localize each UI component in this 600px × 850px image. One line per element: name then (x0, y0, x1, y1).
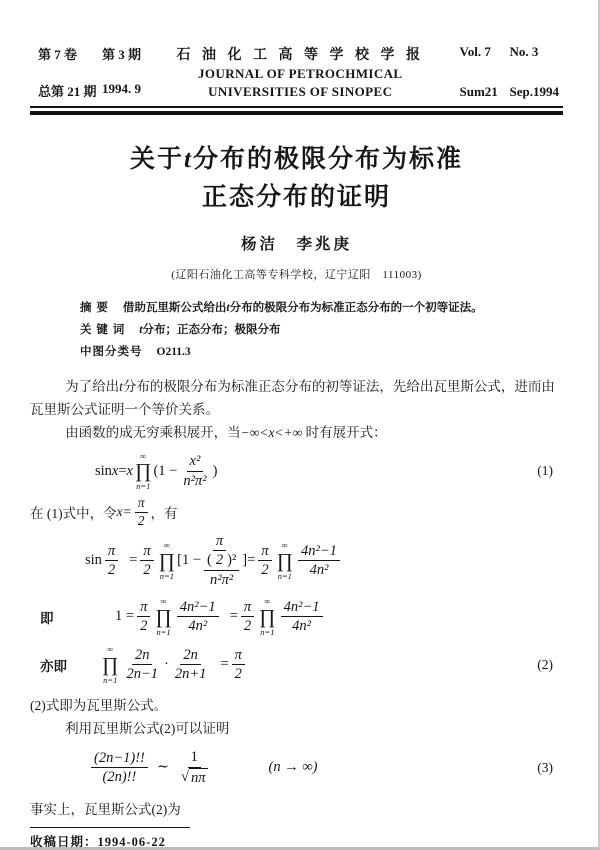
one-equals: 1 = (115, 608, 135, 624)
open-paren: (1 − (153, 462, 178, 479)
clc-row (80, 341, 533, 363)
equals-sign: = (129, 552, 138, 568)
product-operator: ∞ ∏ n=1 (158, 540, 176, 581)
paragraph-1 (30, 375, 563, 421)
abstract-text: 分布的极限分布为标准正态分布的一个初等证法。 (229, 302, 483, 314)
affiliation: (辽阳石油化工高等专科学校，辽宁辽阳 111003) (171, 269, 422, 281)
journal-name-en-line2: UNIVERSITIES OF SINOPEC (208, 84, 393, 99)
lead-word-ji: 即 (40, 610, 54, 626)
abstract-row (80, 297, 533, 319)
variable-x: x (111, 462, 119, 479)
fraction: $\frac{2n}{2n+1}$ (174, 646, 207, 682)
paragraph-3: (2)式即为瓦里斯公式。 (30, 698, 168, 713)
equation-number-3: (3) (537, 759, 553, 775)
square-root: √ nπ (181, 768, 206, 786)
journal-name-cn: 石 油 化 工 高 等 学 校 学 报 (176, 48, 425, 63)
nested-fraction: ( $\frac{\pi}{2}$ )² n²π² (204, 532, 239, 588)
body-text (30, 375, 563, 444)
fraction: $\frac{\text{4n²−1}}{\text{4n²}}$ (298, 542, 340, 579)
equation-2 (30, 642, 563, 687)
product-operator: ∞ ∏ n=1 (259, 596, 276, 637)
footnote-rule (30, 827, 190, 828)
fraction-double-factorial: $\frac{(2n-1)!!}{(2n)!!}$ (91, 749, 148, 786)
clc-value: O211.3 (156, 346, 191, 358)
tilde-asymptotic: ∼ (156, 759, 170, 775)
clc-label: 中图分类号 (80, 346, 143, 358)
equation-number-2: (2) (537, 656, 553, 672)
equation-sin-half-pi (30, 532, 563, 589)
paragraph-text: 由函数的成无穷乘积展开，当 (65, 425, 241, 440)
issue-en: No. 3 (509, 44, 539, 59)
limit-condition: (n → ∞) (268, 759, 318, 775)
fraction: $\frac{\text{4n²−1}}{\text{4n²}}$ (177, 598, 219, 635)
abstract-text: 借助瓦里斯公式给出 (122, 302, 227, 314)
fraction: $\frac{\text{4n²−1}}{\text{4n²}}$ (281, 598, 323, 635)
close-paren: ) (212, 462, 218, 479)
fraction: $\frac{\pi}{2}$ (232, 646, 245, 683)
date-en: Sep.1994 (509, 84, 559, 99)
date-cn: 1994. 9 (102, 81, 141, 96)
equals-sign: = (118, 462, 127, 479)
fraction: $\frac{\pi}{2}$ (140, 542, 153, 579)
product-operator: ∞ ∏ n=1 (134, 450, 152, 491)
paper-title-line2: 正态分布的证明 (201, 184, 391, 211)
paragraph-text: ，有 (150, 506, 178, 521)
fraction-sqrt: 1 √ nπ (181, 749, 206, 786)
volume-en: Vol. 7 (459, 44, 491, 59)
multiplication-dot: · (164, 656, 169, 672)
received-date: 收稿日期：1994-06-22 (30, 835, 166, 849)
sin-function: sin (85, 552, 102, 568)
inline-text-equation (30, 494, 563, 530)
product-operator: ∞ ∏ n=1 (102, 644, 119, 685)
lead-word-yiji: 亦即 (40, 658, 67, 674)
paragraph-5: 事实上，瓦里斯公式(2)为 (30, 802, 181, 817)
fraction-pi-over-2: $\frac{\pi}{2}$ (135, 495, 148, 530)
open-bracket: [1 − (177, 552, 201, 568)
fraction: $\frac{\pi}{2}$ (258, 542, 271, 579)
equation-3 (30, 745, 563, 790)
header-right (460, 44, 559, 100)
cumulative-issue-cn: 总第 21 期 (38, 84, 97, 99)
equation-number-1: (1) (537, 463, 553, 478)
volume-cn: 第 7 卷 (38, 47, 78, 62)
equation-ji (30, 594, 563, 639)
keywords-text: 分布；正态分布；极限分布 (142, 324, 281, 336)
equals-sign: = (220, 656, 229, 672)
authors: 杨洁 李兆庚 (240, 236, 352, 253)
close-bracket-equals: ]= (242, 552, 256, 568)
paragraph-text: 为了给出 (65, 379, 120, 394)
equation-1 (30, 451, 563, 491)
paper-title-line1 (30, 141, 563, 179)
journal-name-block (177, 44, 425, 100)
abstract-label: 摘 要 (80, 302, 109, 314)
inline-math-range: −∞<x<+∞ (240, 425, 303, 440)
title-text: 分布的极限分布为标准 (192, 146, 463, 173)
paragraph-variable-t: t (119, 379, 123, 394)
journal-name-en-line1: JOURNAL OF PETROCHMICAL (198, 66, 403, 81)
title-variable-t: t (184, 146, 193, 173)
meta-block (80, 297, 533, 363)
paper-title (30, 141, 563, 217)
keywords-label: 关 键 词 (80, 324, 126, 336)
product-operator: ∞ ∏ n=1 (276, 540, 294, 581)
keywords-variable-t: t (139, 324, 143, 336)
paragraph-text: 分布的极限分布为标准正态分布的初等证法，先给出瓦里斯公式，进而由瓦里斯公式证明一个等价关系。 (30, 379, 555, 417)
journal-header (30, 44, 563, 100)
header-left (38, 44, 141, 100)
cumulative-issue-en: Sum21 (459, 84, 498, 99)
fraction: $\frac{\pi}{2}$ (105, 542, 118, 579)
fraction: $\frac{\pi}{2}$ (241, 598, 254, 635)
footnote (30, 827, 563, 850)
product-operator: ∞ ∏ n=1 (155, 596, 172, 637)
equals-sign: = (229, 608, 238, 624)
variable-x-equals: x= (116, 504, 132, 519)
paragraph-text: 在 (1)式中，令 (30, 506, 117, 521)
fraction: $\frac{\text{x²}}{\text{n²π²}}$ (183, 453, 207, 489)
issue-cn: 第 3 期 (102, 47, 142, 62)
fraction: $\frac{2n}{2n-1}$ (126, 646, 159, 682)
fraction: $\frac{\pi}{2}$ (137, 598, 150, 635)
paragraph-4: 利用瓦里斯公式(2)可以证明 (65, 721, 230, 736)
paragraph-2 (30, 421, 563, 444)
variable-x: x (126, 462, 133, 479)
title-text: 关于 (130, 146, 185, 173)
sin-function: sin (95, 462, 112, 479)
header-divider-rule (30, 106, 563, 115)
abstract-variable-t: t (226, 302, 230, 314)
paragraph-text: 时有展开式： (302, 425, 387, 440)
keywords-row (80, 319, 533, 341)
